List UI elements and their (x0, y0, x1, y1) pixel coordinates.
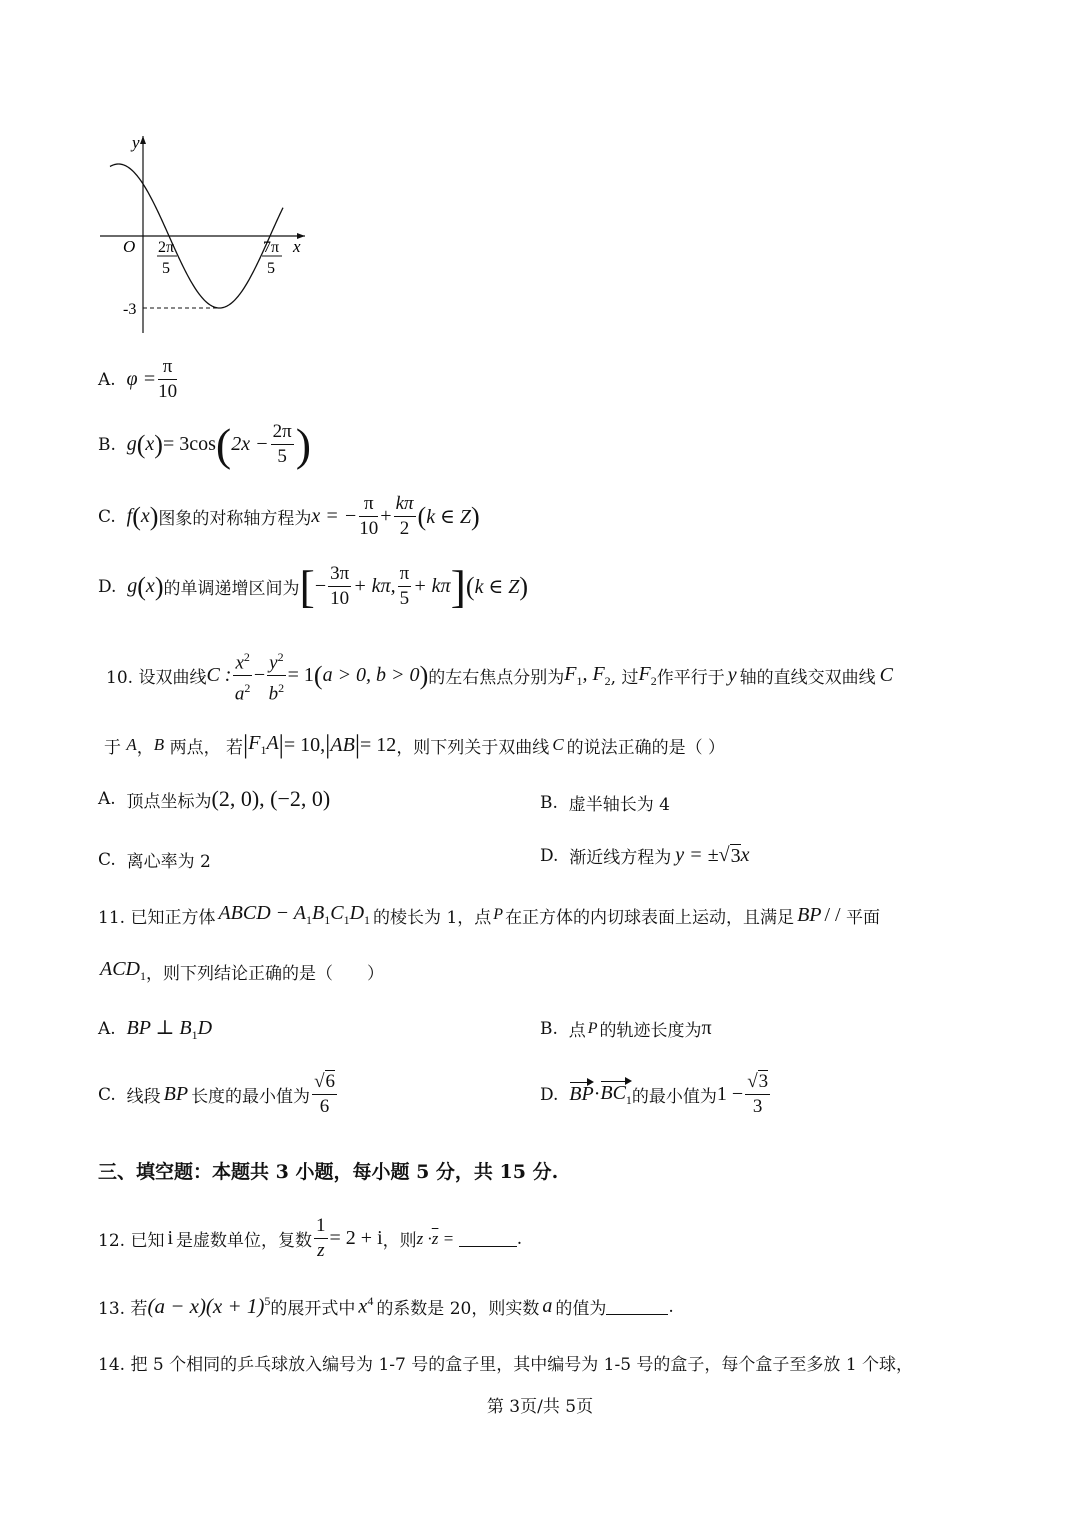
min-value-label: -3 (123, 301, 137, 318)
q11-stem-line1: 11. 已知正方体 ABCD − $A_1B_1C_1D_1$ 的棱长为 1，点 P 在正方体的内切球表面上运动，且满足 BP / / 平面 (98, 902, 881, 928)
math-coords: (2, 0), (−2, 0) (211, 786, 331, 811)
option-label: A. (98, 1019, 116, 1039)
math-plane: ACD (100, 958, 140, 980)
q11-stem-line2: $ACD_1$ ，则下列结论正确的是（ ） (100, 958, 384, 984)
math-one-minus: 1 − (716, 1083, 744, 1105)
math-x: x (145, 575, 155, 597)
math-f: F (564, 662, 577, 685)
math-a: a (542, 1295, 553, 1317)
q9-option-c: C. f ( x ) 图象的对称轴方程为 x = − $\frac{\pi}{10}$ + $\frac{k\pi}{2}$ ( k ∈ Z ) (98, 493, 480, 539)
q9-option-d: D. g ( x ) 的单调递增区间为 [ − $\frac{3\pi}{10}$ + kπ, $\frac{\pi}{5}$ + kπ ] ( k ∈ Z ) (98, 560, 529, 612)
fraction-num: π (359, 492, 378, 517)
y-axis-arrow (140, 136, 146, 144)
math-sqrt: 3 (730, 844, 741, 867)
math-p: P (587, 1019, 598, 1037)
fraction (394, 492, 416, 541)
math-inner: 2x − (231, 433, 269, 455)
math-plus: + (380, 505, 392, 527)
option-label: D. (540, 845, 559, 866)
option-label: B. (98, 434, 116, 455)
fraction-den: 6 (319, 1096, 330, 1117)
fraction: $\frac{√3}{3}$ (747, 1071, 769, 1117)
math-perp: BP ⊥ B (126, 1017, 192, 1039)
math-y: y (727, 664, 737, 687)
option-label: D. (540, 1084, 559, 1105)
question-text: 于 (104, 737, 121, 758)
math-a: A (126, 735, 137, 754)
math-p: P (493, 906, 504, 923)
option-text: 的轨迹长度为 (599, 1021, 702, 1041)
fraction: $\frac{√6}{6}$ (314, 1071, 335, 1117)
math-x: x (140, 505, 150, 527)
math-eq: = (443, 1228, 454, 1248)
fraction (328, 562, 351, 611)
math-a: a (234, 683, 245, 705)
question-text: 的左右焦点分别为 (428, 668, 565, 689)
fraction-den: 5 (277, 446, 287, 467)
q9-option-a (98, 355, 179, 404)
question-text: 作平行于 (656, 668, 725, 689)
math-d: D (197, 1017, 213, 1039)
math-x: x (740, 844, 750, 866)
question-text: 的系数是 20，则实数 (376, 1299, 540, 1319)
math-end: + kπ (413, 575, 451, 597)
question-text: 轴的直线交双曲线 (739, 668, 876, 689)
option-text: 的最小值为 (631, 1087, 717, 1107)
fraction-num: π (158, 355, 177, 380)
question-text: 平面 (846, 907, 881, 928)
fraction-num: 6 (325, 1071, 335, 1092)
fraction (158, 355, 177, 404)
q11-option-c (98, 1070, 339, 1119)
fraction (314, 1214, 328, 1263)
fraction-den: z (317, 1240, 325, 1261)
option-text: 渐近线方程为 (569, 848, 672, 868)
math-y: y (269, 652, 278, 674)
page-footer: 第 3页/共 5页 (486, 1397, 594, 1417)
question-text: 的说法正确的是（ ） (566, 737, 726, 758)
question-text: 10. 设双曲线 (106, 668, 207, 689)
question-text: 两点， 若 (169, 737, 243, 758)
math-eq: = 2 + i (329, 1227, 383, 1249)
math-x: x (145, 433, 155, 455)
option-text: 图象的对称轴方程为 (158, 509, 312, 529)
math-f2: F (638, 662, 651, 685)
math-bp: BP (797, 903, 822, 926)
tick-2pi-5-den: 5 (162, 260, 170, 277)
math-bp: BP (163, 1083, 189, 1105)
math-asymptote: y = ± (675, 844, 719, 866)
option-label: A. (98, 369, 116, 390)
answer-blank[interactable] (459, 1230, 517, 1247)
math-ab: AB (330, 733, 355, 756)
fraction-den: 10 (359, 518, 379, 539)
fraction (271, 420, 294, 469)
fraction-num: 3 (758, 1071, 769, 1092)
option-label: B. (540, 792, 558, 813)
tick-7pi-5-num: 7π (263, 239, 280, 256)
math-f: F (248, 732, 261, 754)
option-text: 离心率为 2 (126, 852, 211, 872)
math-pow: 5 (264, 1294, 271, 1308)
tick-7pi-5-den: 5 (267, 260, 275, 277)
q12-stem (98, 1214, 522, 1263)
math-k: k ∈ Z (474, 576, 520, 598)
q10-stem-line2: 于 A ， B 两点， 若 | $F_1A$ | = 10, | AB | = 12 ，则下列关于双曲线 C 的说法正确的是（ ） (104, 730, 726, 759)
fraction-den: 5 (399, 588, 410, 609)
math-eq: x = − (311, 505, 358, 527)
math-pi: π (701, 1017, 712, 1039)
question-text: 的棱长为 1，点 (373, 907, 492, 928)
question-text: 13. 若 (98, 1299, 148, 1319)
math-parallel: / / (824, 903, 841, 926)
question-text: 12. 已知 (98, 1231, 165, 1251)
math-eq: = 12 (360, 733, 397, 756)
question-text: 的展开式中 (270, 1299, 356, 1319)
origin-label: O (123, 237, 136, 256)
section-title: 三、填空题：本题共 3 小题，每小题 5 分，共 15 分. (98, 1161, 559, 1183)
fraction-num: 2π (271, 420, 294, 445)
punct: . (516, 1228, 523, 1249)
math-i: i (167, 1227, 174, 1249)
fraction-den: 10 (330, 588, 350, 609)
option-label: C. (98, 506, 116, 527)
math-eq: = 10, (283, 733, 326, 756)
cosine-graph (95, 128, 310, 338)
q11-option-d: D. BP · $BC_1$ 的最小值为 1 − $\frac{√3}{3}$ (540, 1071, 769, 1117)
option-label: C. (98, 849, 116, 870)
math-g: g (127, 575, 138, 597)
math-z: z · (416, 1228, 432, 1248)
fraction-num: kπ (394, 492, 416, 517)
q13-stem (98, 1294, 674, 1319)
question-text: 是虚数单位，复数 (176, 1231, 313, 1251)
fraction-num: 3π (328, 562, 351, 587)
question-text: ，则下列关于双曲线 (396, 737, 550, 758)
question-text: ，则 (382, 1231, 417, 1251)
fraction: $\frac{x^2}{a^2}$ (233, 645, 251, 707)
answer-blank[interactable] (606, 1298, 668, 1315)
math-lhs: φ = (126, 368, 157, 390)
y-axis-label: y (132, 133, 140, 152)
math-x: x (235, 652, 244, 674)
q9-option-b: B. g ( x ) = 3cos ( 2x − $\frac{2\pi}{5}$ ) (98, 418, 312, 470)
math-eq: = 1 (287, 664, 314, 687)
q11-option-b (540, 1016, 712, 1041)
option-text: 长度的最小值为 (191, 1087, 311, 1107)
math-g: g (126, 433, 137, 455)
fraction (359, 492, 378, 541)
math-c: C : (206, 664, 232, 687)
fraction-num: π (398, 562, 412, 587)
q14-stem: 14. 把 5 个相同的乒乓球放入编号为 1-7 号的盒子里，其中编号为 1-5 号的盒子，每个盒子至多放 1 个球， (98, 1355, 914, 1375)
math-b: B (153, 735, 165, 754)
option-label: A. (98, 789, 116, 809)
math-x: x (358, 1295, 368, 1318)
math-minus: − (314, 575, 327, 597)
question-text: , 过 (610, 668, 639, 689)
math-pow: 4 (367, 1294, 374, 1309)
fraction (398, 562, 412, 611)
math-cond: a > 0, b > 0 (322, 664, 420, 687)
q11-option-a: A. BP ⊥ $B_1D$ (98, 1017, 213, 1042)
fraction: $\frac{y^2}{b^2}$ (267, 645, 285, 707)
option-label: B. (540, 1018, 558, 1039)
option-text: 的单调递增区间为 (163, 579, 300, 599)
math-f: f (126, 505, 133, 527)
fraction-den: 2 (399, 518, 410, 539)
option-text: 虚半轴长为 4 (568, 795, 670, 815)
math-c: C (552, 735, 564, 754)
question-text: 11. 已知正方体 (98, 907, 216, 928)
question-text: 的值为 (555, 1299, 607, 1319)
vector-bc: BC (600, 1081, 626, 1104)
option-text: 线段 (126, 1087, 161, 1107)
q10-option-a (98, 786, 330, 812)
math-zbar: $\overline{z}$ (431, 1228, 439, 1248)
option-text: 点 (568, 1021, 586, 1041)
fraction-den: 3 (752, 1096, 763, 1117)
tick-2pi-5-num: 2π (158, 239, 175, 256)
math-eq: = 3cos (162, 433, 216, 455)
x-axis-label: x (293, 237, 301, 256)
option-label: C. (98, 1084, 116, 1105)
q10-option-b (540, 790, 670, 815)
math-expr: (a − x)(x + 1) (147, 1294, 265, 1318)
vector-bp: BP (569, 1083, 594, 1105)
math-b: b (268, 683, 279, 705)
punct: . (668, 1296, 674, 1317)
question-text: 在正方体的内切球表面上运动，且满足 (505, 907, 795, 928)
fraction-num: 1 (314, 1214, 328, 1239)
math-k: k ∈ Z (426, 506, 472, 528)
math-cube: ABCD − A (218, 902, 307, 924)
option-text: 顶点坐标为 (126, 791, 212, 812)
question-text: ，则下列结论正确的是（ ） (146, 963, 384, 984)
punct: ， (136, 737, 154, 758)
option-label: D. (98, 576, 117, 597)
q10-stem-line1: 10. 设双曲线 C : $\frac{x^2}{a^2}$ − $\frac{y^2}{b^2}$ = 1 ( a > 0, b > 0 ) 的左右焦点分别为 $F_1$, $F_2$ , 过 $F_2$ 作平行于 y 轴的直线交双曲线 C (106, 645, 893, 707)
fraction-den: 10 (158, 381, 178, 402)
q10-option-d: D. 渐近线方程为 y = ± √ 3 x (540, 844, 750, 868)
math-mid: + kπ, (353, 575, 396, 597)
q10-option-c (98, 847, 211, 872)
math-c: C (879, 664, 893, 687)
